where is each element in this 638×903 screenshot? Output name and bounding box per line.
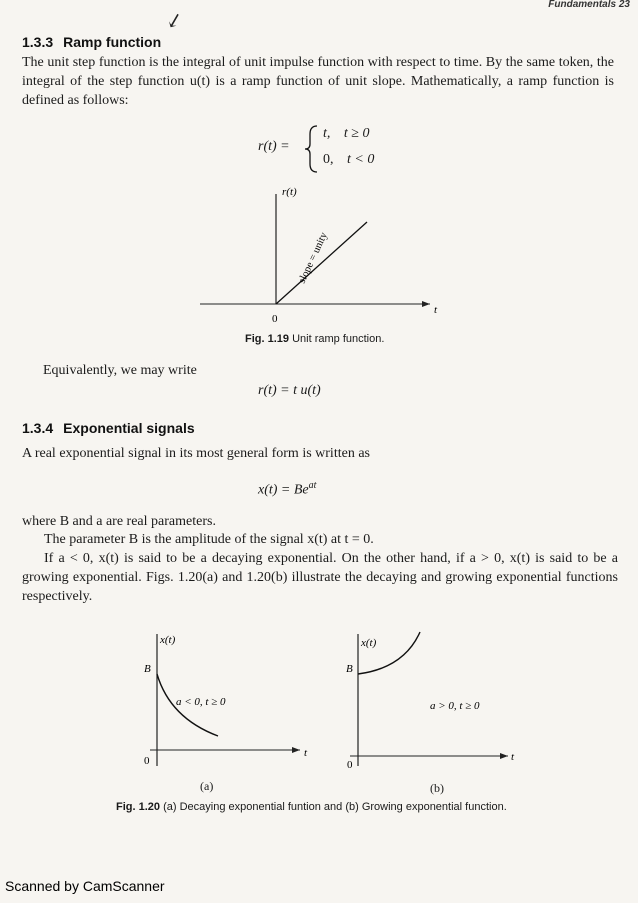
amplitude-line: The parameter B is the amplitude of the signal x(t) at t = 0. [44, 532, 374, 547]
x-axis-arrow-icon [292, 747, 300, 753]
y-axis-label: x(t) [361, 637, 377, 649]
exponential-paragraph: If a < 0, x(t) is said to be a decaying exponential. On the other hand, if a > 0, x(t) is said to be a growing exponential. Figs. 1.20(a) and 1.20(b) illustrate the decaying and growing exponential functions respectively. [22, 551, 618, 604]
origin-label: 0 [347, 759, 353, 771]
left-brace [304, 124, 320, 174]
y-axis-label: x(t) [160, 634, 176, 646]
ramp-paragraph: The unit step function is the integral of unit impulse function with respect to time. By the same token, the integral of the step function u(t) is a ramp function of unit slope. Mathematically, a ramp function is defined as follows: [22, 55, 614, 108]
section-heading-ramp [22, 34, 161, 50]
scanner-watermark: Scanned by CamScanner [5, 878, 165, 894]
t-label: t [304, 747, 308, 759]
y-axis-label: r(t) [282, 186, 297, 198]
ramp-eq-lhs: r(t) = [258, 139, 290, 154]
panel-a-label: (a) [200, 779, 214, 793]
exponential-intro: A real exponential signal in its most general form is written as [22, 446, 370, 461]
where-line: where B and a are real parameters. [22, 514, 216, 529]
section-heading-exponential [22, 420, 195, 436]
fig-1-20-caption: Fig. 1.20 (a) Decaying exponential funtion and (b) Growing exponential function. [116, 801, 507, 813]
condition-label: a < 0, t ≥ 0 [176, 696, 226, 708]
growing-exponential-plot [340, 630, 530, 775]
section-title: Exponential signals [63, 420, 195, 436]
section-title: Ramp function [63, 34, 162, 50]
pen-mark-icon: ↙ [163, 8, 186, 34]
x-axis-label: t [434, 304, 438, 316]
ramp-case-2: 0, t < 0 [323, 152, 375, 167]
origin-label: 0 [144, 755, 150, 767]
x-axis-arrow-icon [500, 753, 508, 759]
x-axis-arrow-icon [422, 301, 430, 307]
panel-b-label: (b) [430, 781, 444, 795]
exponential-eq: $x(t) = Be^{at}$ [258, 480, 317, 498]
fig-1-19-caption: Fig. 1.19 Unit ramp function. [245, 333, 385, 345]
equivalently-text: Equivalently, we may write [43, 363, 197, 378]
b-label: B [144, 663, 151, 675]
decaying-exponential-plot [130, 630, 320, 775]
section-number: 1.3.3 [22, 34, 54, 50]
t-label: t [511, 751, 515, 763]
ramp-function-plot [180, 182, 450, 327]
b-label: B [346, 663, 353, 675]
section-number: 1.3.4 [22, 420, 54, 436]
condition-label: a > 0, t ≥ 0 [430, 700, 480, 712]
ramp-unit-step-eq: r(t) = t u(t) [258, 383, 321, 398]
slope-label: slope = unity [296, 230, 330, 286]
origin-label: 0 [272, 313, 278, 325]
running-header: Fundamentals 23 [548, 0, 630, 10]
ramp-case-1: t, t ≥ 0 [323, 126, 370, 141]
